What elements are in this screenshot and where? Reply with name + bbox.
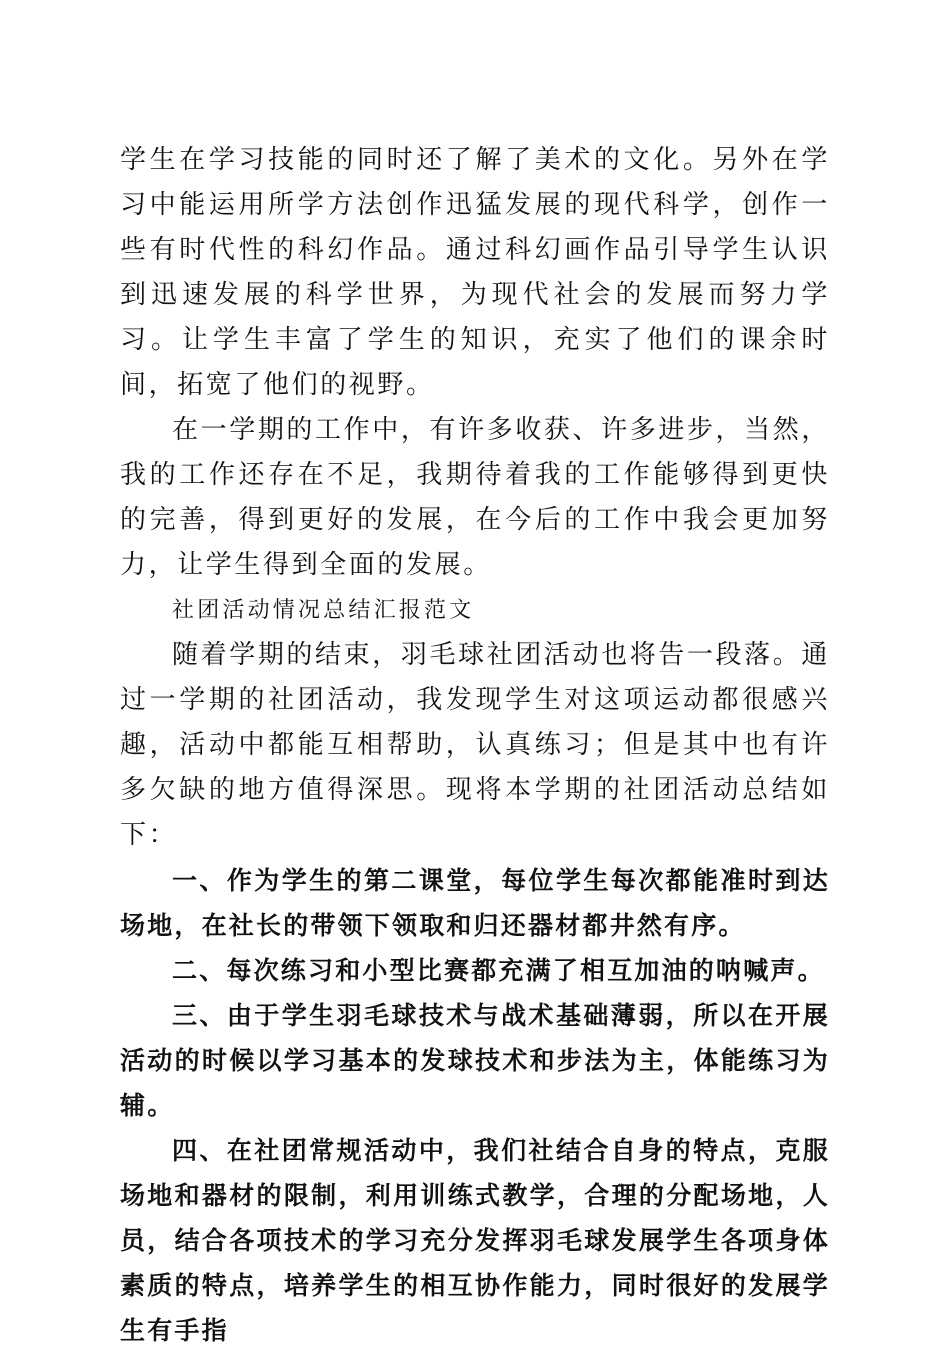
paragraph-art-culture: 学生在学习技能的同时还了解了美术的文化。另外在学习中能运用所学方法创作迅猛发展的现代科学，创作一些有时代性的科幻作品。通过科幻画作品引导学生认识到迅速发展的科学世界，为现代社会的发展而努力学习。让学生丰富了学生的知识，充实了他们的课余时间，拓宽了他们的视野。: [120, 145, 830, 400]
paragraph-badminton-intro: 随着学期的结束，羽毛球社团活动也将告一段落。通过一学期的社团活动，我发现学生对这项运动都很感兴趣，活动中都能互相帮助，认真练习；但是其中也有许多欠缺的地方值得深思。现将本学期的社团活动总结如下：: [120, 640, 830, 850]
list-item-4: 四、在社团常规活动中，我们社结合自身的特点，克服场地和器材的限制，利用训练式教学，合理的分配场地，人员，结合各项技术的学习充分发挥羽毛球发展学生各项身体素质的特点，培养学生的相互协作能力，同时很好的发展学生有手指: [120, 1136, 830, 1345]
paragraph-semester-work: 在一学期的工作中，有许多收获、许多进步，当然，我的工作还存在不足，我期待着我的工作能够得到更快的完善，得到更好的发展，在今后的工作中我会更加努力，让学生得到全面的发展。: [120, 415, 830, 580]
list-item-3: 三、由于学生羽毛球技术与战术基础薄弱，所以在开展活动的时候以学习基本的发球技术和步法为主，体能练习为辅。: [120, 1001, 830, 1120]
section-heading: 社团活动情况总结汇报范文: [172, 598, 475, 623]
list-item-2: 二、每次练习和小型比赛都充满了相互加油的呐喊声。: [172, 956, 825, 985]
list-item-1: 一、作为学生的第二课堂，每位学生每次都能准时到达场地，在社长的带领下领取和归还器材都井然有序。: [120, 866, 830, 940]
document-body: [120, 138, 830, 1353]
